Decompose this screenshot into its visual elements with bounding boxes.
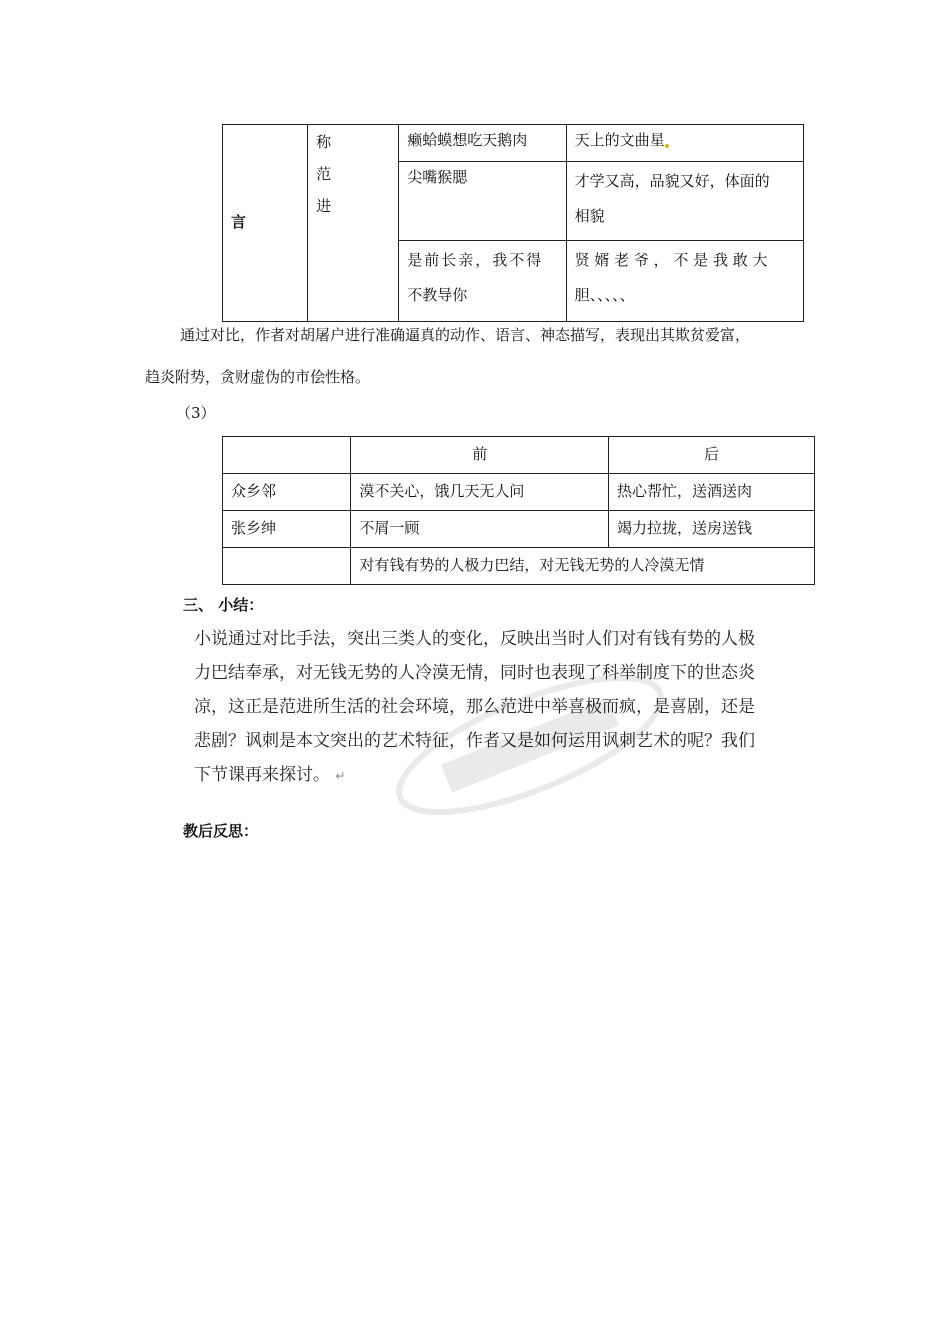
before-phrase-line: 是前长亲，我不得: [407, 251, 544, 269]
after-phrase-line: 胆、、、、、: [574, 286, 635, 304]
table-cell: [351, 511, 609, 548]
before-phrase: 尖嘴猴腮: [407, 168, 468, 186]
table-cell: [566, 162, 803, 241]
table-header-cell: [351, 437, 609, 474]
table-cell: [223, 511, 351, 548]
table-cell: [609, 511, 815, 548]
category-cell: [223, 125, 308, 322]
table-cell: [609, 474, 815, 511]
table-cell: [351, 474, 609, 511]
table-header-cell: [609, 437, 815, 474]
after-phrase-line: 贤 婿 老 爷 ， 不 是 我 敢 大: [574, 251, 768, 269]
table-cell: [399, 241, 566, 322]
group-label: 众乡邻: [231, 482, 277, 500]
analysis-paragraph-line: 趋炎附势，贪财虚伪的市侩性格。: [145, 368, 371, 386]
address-char-2: 范: [316, 165, 332, 183]
table-cell: [223, 548, 351, 585]
section-label: （3）: [176, 404, 216, 422]
before-phrase-line-wrap: [407, 275, 557, 315]
summary-row-text: 对有钱有势的人极力巴结，对无钱无势的人冷漠无情: [359, 556, 705, 574]
header-label: 后: [704, 445, 720, 463]
table-cell: [223, 474, 351, 511]
after-phrase-line: 才学又高，品貌又好，体面的: [574, 172, 770, 190]
address-term-cell: [308, 125, 399, 322]
attitude-change-table: [222, 436, 815, 585]
dialogue-comparison-table: [222, 124, 804, 322]
after-phrase-line: 相貌: [574, 207, 605, 225]
before-phrase-line: 不教导你: [407, 286, 468, 304]
header-label: 前: [472, 445, 488, 463]
table-summary-cell: [351, 548, 815, 585]
paragraph-mark-icon: ↵: [335, 769, 346, 783]
summary-heading: 三、 小结：: [183, 596, 264, 614]
category-label: 言: [231, 213, 247, 232]
before-behavior: 不屑一顾: [359, 519, 420, 537]
address-char-1: 称: [316, 133, 332, 151]
table-header-cell: [223, 437, 351, 474]
reflection-heading: 教后反思：: [183, 822, 259, 840]
summary-line: 下节课再来探讨。: [194, 765, 330, 785]
summary-line: 凉，这正是范进所生活的社会环境，那么范进中举喜极而疯，是喜剧，还是: [194, 697, 755, 717]
group-label: 张乡绅: [231, 519, 277, 537]
after-behavior: 热心帮忙，送酒送肉: [617, 482, 753, 500]
before-phrase: 癞蛤蟆想吃天鹅肉: [407, 131, 528, 149]
summary-line: 悲剧？讽刺是本文突出的艺术特征，作者又是如何运用讽刺艺术的呢？我们: [194, 731, 755, 751]
table-cell: [399, 162, 566, 241]
table-cell: [566, 125, 803, 162]
summary-line: 小说通过对比手法，突出三类人的变化，反映出当时人们对有钱有势的人极: [194, 629, 755, 649]
table-cell: [566, 241, 803, 322]
marker-dot: [665, 144, 669, 148]
address-char-3: 进: [316, 197, 332, 215]
after-behavior: 竭力拉拢，送房送钱: [617, 519, 753, 537]
analysis-paragraph-line: 通过对比，作者对胡屠户进行准确逼真的动作、语言、神态描写，表现出其欺贫爱富，: [180, 326, 751, 344]
table-cell: [399, 125, 566, 162]
after-phrase: 天上的文曲星: [574, 131, 665, 149]
before-behavior: 漠不关心，饿几天无人问: [359, 482, 525, 500]
summary-line: 力巴结奉承，对无钱无势的人冷漠无情，同时也表现了科举制度下的世态炎: [194, 663, 755, 683]
